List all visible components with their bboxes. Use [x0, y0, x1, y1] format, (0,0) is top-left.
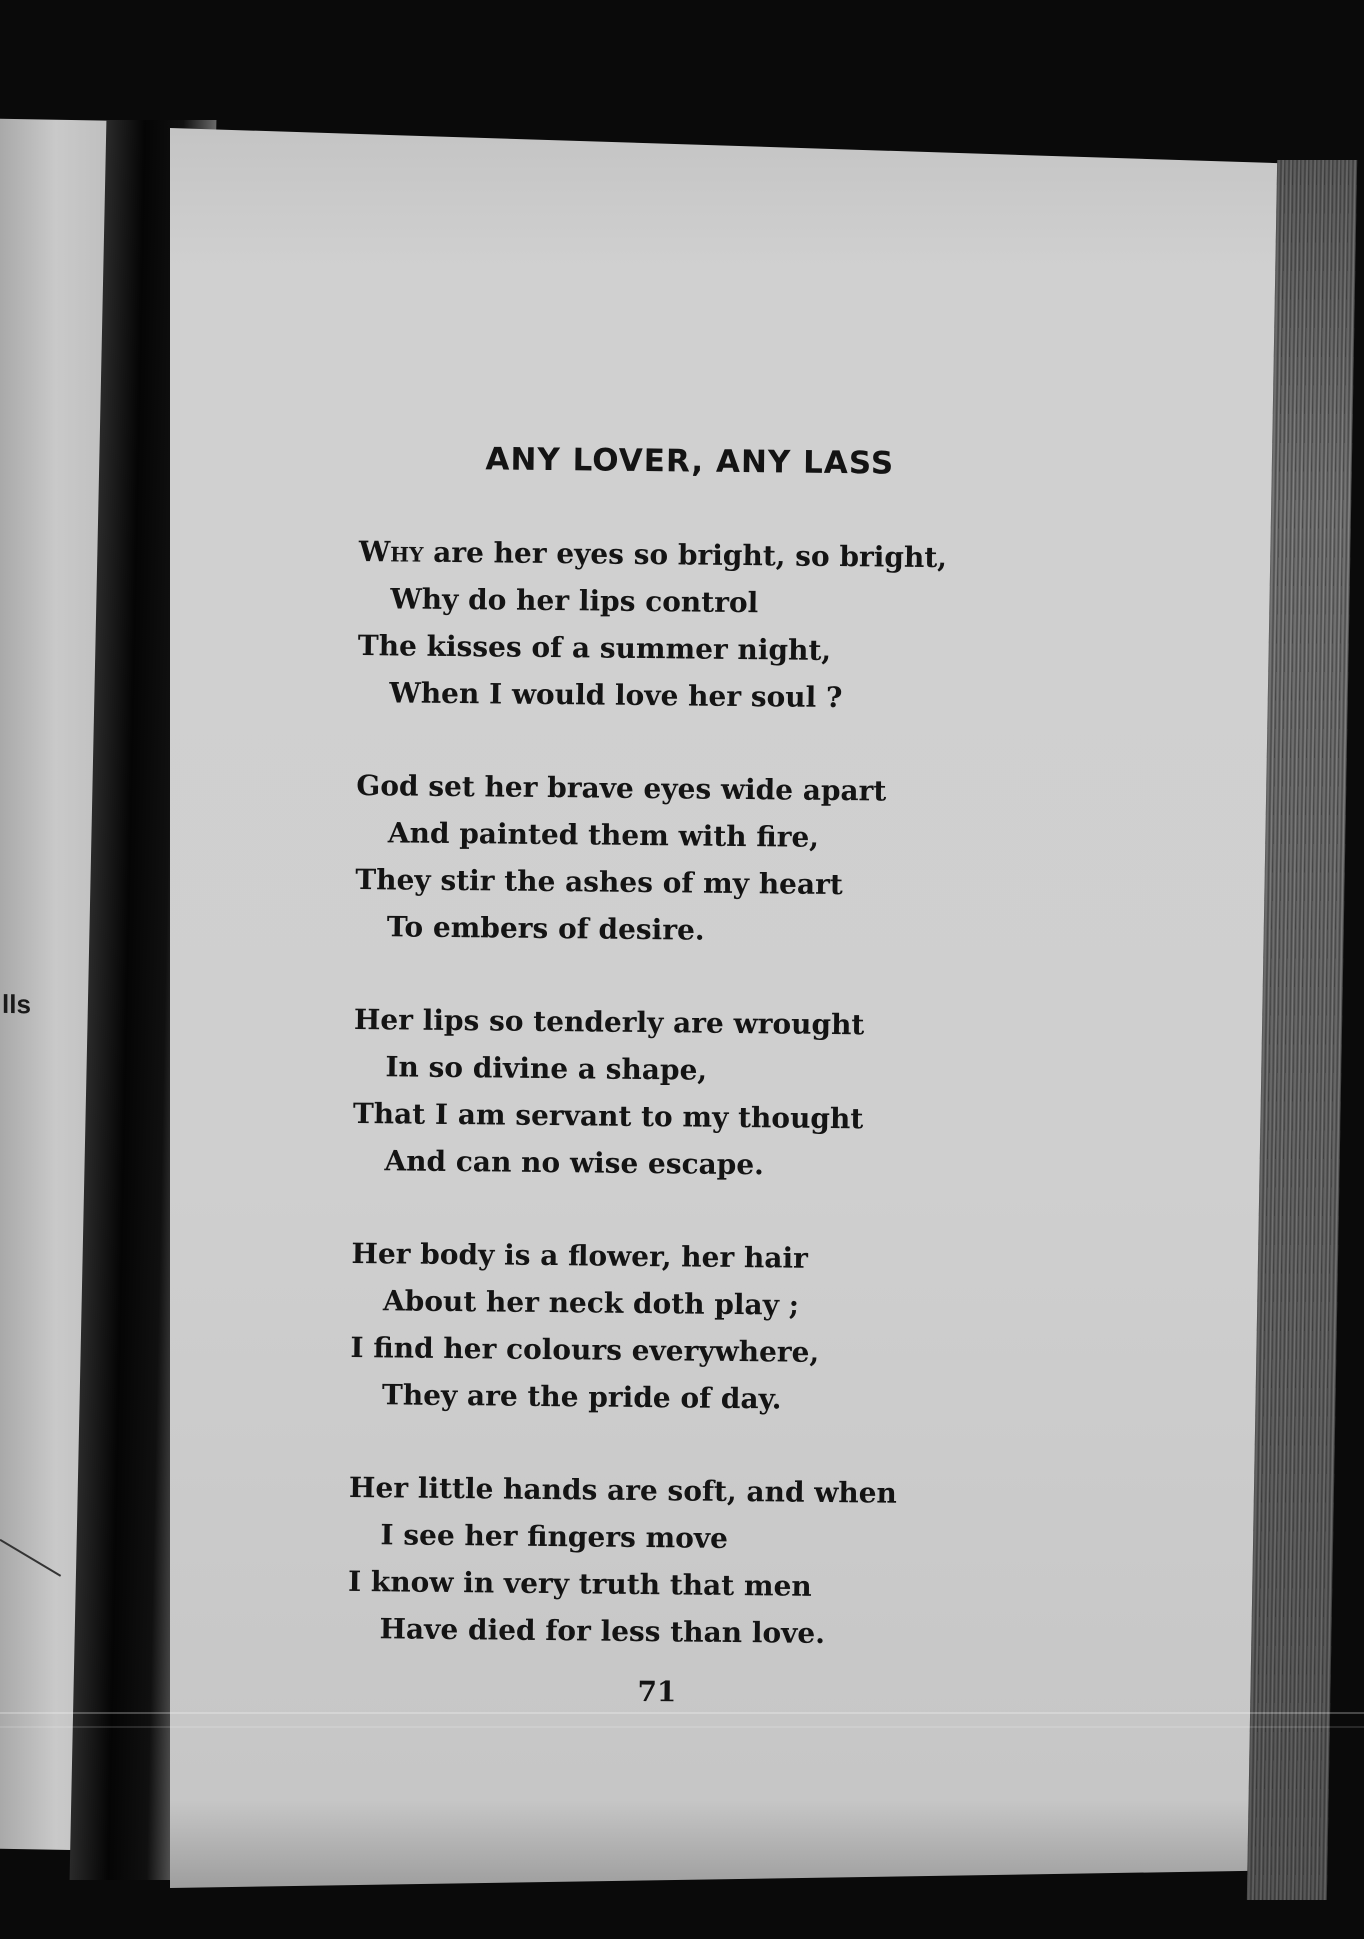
poem-line: Why do her lips control — [390, 582, 759, 620]
poem-line: When I would love her soul ? — [389, 676, 843, 715]
poem-line: In so divine a shape, — [385, 1050, 708, 1087]
poem-title: ANY LOVER, ANY LASS — [485, 441, 895, 482]
poem-line: And painted them with fire, — [387, 816, 820, 854]
poem-line: To embers of desire. — [386, 910, 705, 947]
stanza-2 — [355, 762, 1057, 957]
drop-word: Why — [358, 534, 424, 569]
poem-line: Her lips so tenderly are wrought — [353, 1002, 865, 1042]
poem-line: About her neck doth play ; — [382, 1284, 800, 1322]
poem-line: Her body is a flower, her hair — [351, 1236, 809, 1275]
page-number: 71 — [637, 1674, 677, 1709]
stanza-3 — [352, 996, 1054, 1191]
scan-line-artifact — [0, 1726, 1364, 1728]
scan-scratch-mark — [0, 1539, 61, 1577]
poem-line: I know in very truth that men — [347, 1564, 812, 1603]
poem-line: And can no wise escape. — [384, 1144, 765, 1182]
poem-line: Her little hands are soft, and when — [348, 1470, 898, 1510]
poem-line: They stir the ashes of my heart — [355, 862, 843, 902]
poem-line: God set her brave eyes wide apart — [356, 768, 887, 808]
poem-line: They are the pride of day. — [381, 1378, 782, 1416]
poem-line — [359, 528, 1059, 582]
stanza-5 — [347, 1464, 1049, 1659]
poem-line: I find her colours everywhere, — [350, 1330, 820, 1369]
stanza-4 — [350, 1230, 1052, 1425]
poem-line: Have died for less than love. — [379, 1612, 826, 1650]
poem-line: That I am servant to my thought — [352, 1096, 864, 1136]
left-page-edge-text: lls — [2, 988, 31, 1020]
poem-line: The kisses of a summer night, — [357, 628, 832, 667]
scan-line-artifact — [0, 1712, 1364, 1714]
poem-line: I see her fingers move — [380, 1518, 729, 1555]
poem-line-text: are her eyes so bright, so bright, — [423, 535, 948, 575]
stanza-1 — [357, 528, 1059, 723]
